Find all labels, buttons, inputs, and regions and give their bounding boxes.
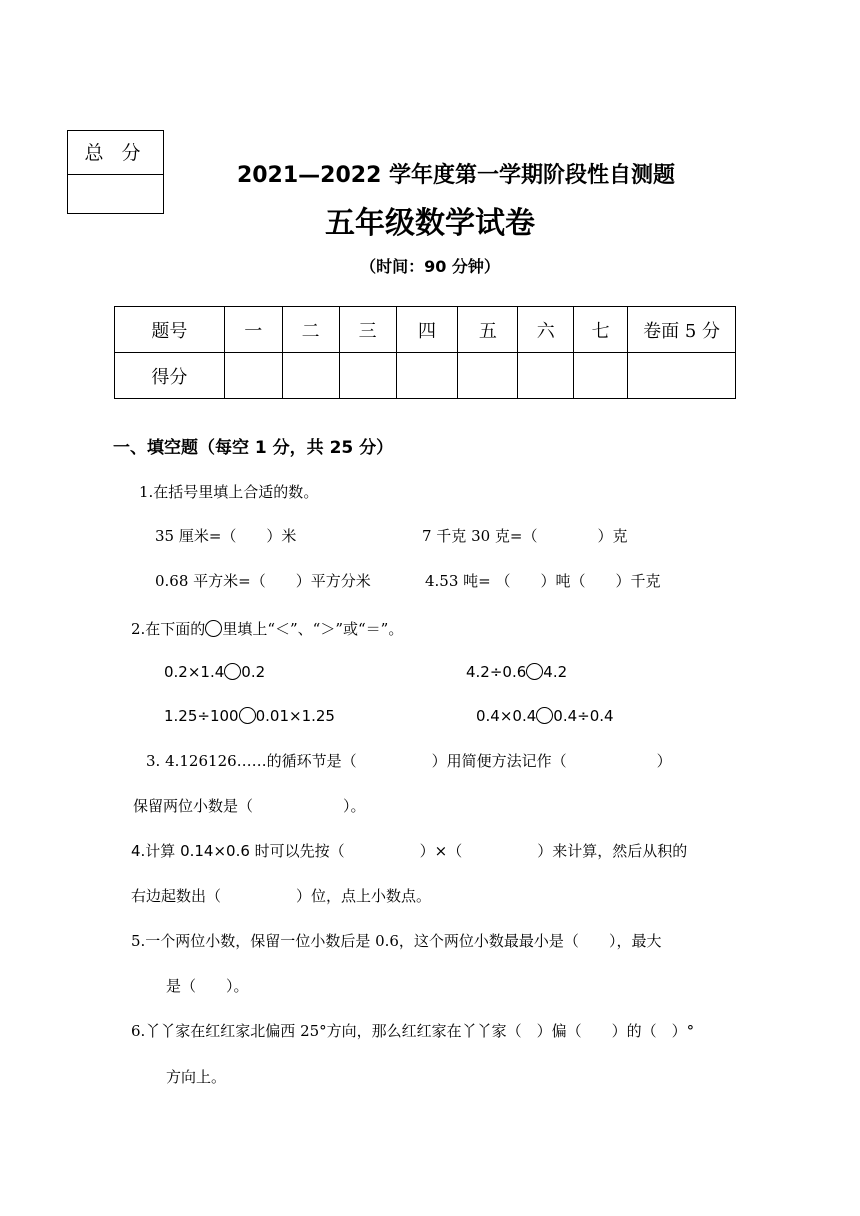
score-header-cell: 七 — [574, 307, 628, 353]
circle-icon — [205, 620, 222, 637]
score-table-header-row — [115, 307, 736, 353]
score-header-cell: 一 — [224, 307, 282, 353]
score-cell[interactable] — [628, 353, 736, 399]
question-1b: 7 千克 30 克=（ ）克 — [422, 527, 628, 545]
question-6-line1: 6.丫丫家在红红家北偏西 25°方向，那么红红家在丫丫家（ ）偏（ ）的（ ）° — [131, 1022, 695, 1040]
section-heading: 一、填空题（每空 1 分，共 25 分） — [113, 438, 394, 458]
total-score-label: 总 分 — [68, 131, 163, 175]
compare-circle[interactable] — [536, 707, 553, 724]
score-table-score-row — [115, 353, 736, 399]
question-5-line1: 5.一个两位小数，保留一位小数后是 0.6，这个两位小数最最小是（ ），最大 — [131, 932, 662, 950]
question-6-line2: 方向上。 — [166, 1068, 227, 1086]
score-cell[interactable] — [282, 353, 339, 399]
question-2b — [466, 663, 567, 681]
score-cell[interactable] — [518, 353, 574, 399]
exam-title-text: 2021—2022 学年度第一学期阶段性自测题 — [236, 163, 676, 188]
score-row-label: 得分 — [115, 353, 225, 399]
score-cell[interactable] — [458, 353, 518, 399]
score-header-cell: 二 — [282, 307, 339, 353]
question-2-intro — [131, 618, 403, 639]
exam-time: （时间：90 分钟） — [360, 257, 500, 276]
score-cell[interactable] — [396, 353, 458, 399]
question-2a-right: 0.2 — [241, 663, 266, 681]
score-header-cell: 三 — [339, 307, 396, 353]
question-4-line1: 4.计算 0.14×0.6 时可以先按（ ）×（ ）来计算，然后从积的 — [131, 842, 688, 860]
compare-circle[interactable] — [239, 707, 256, 724]
score-header-cell: 卷面 5 分 — [628, 307, 736, 353]
score-cell[interactable] — [339, 353, 396, 399]
question-2c — [164, 707, 335, 725]
question-2d — [476, 707, 614, 725]
question-2-intro-b: 里填上“＜”、“＞”或“＝”。 — [222, 620, 404, 638]
score-header-cell: 题号 — [115, 307, 225, 353]
question-4-line2: 右边起数出（ ）位，点上小数点。 — [131, 887, 432, 905]
score-cell[interactable] — [224, 353, 282, 399]
question-2c-right: 0.01×1.25 — [255, 707, 335, 725]
question-2b-right: 4.2 — [543, 663, 568, 681]
question-2d-right: 0.4÷0.4 — [553, 707, 614, 725]
question-2a-left: 0.2×1.4 — [164, 663, 225, 681]
question-1d: 4.53 吨= （ ）吨（ ）千克 — [425, 572, 661, 590]
question-5-line2: 是（ ）。 — [166, 977, 249, 995]
question-1a: 35 厘米=（ ）米 — [155, 527, 297, 545]
question-2c-left: 1.25÷100 — [164, 707, 239, 725]
question-2b-left: 4.2÷0.6 — [466, 663, 527, 681]
score-cell[interactable] — [574, 353, 628, 399]
compare-circle[interactable] — [526, 663, 543, 680]
question-2-intro-a: 2.在下面的 — [131, 620, 206, 638]
score-header-cell: 五 — [458, 307, 518, 353]
question-2d-left: 0.4×0.4 — [476, 707, 537, 725]
compare-circle[interactable] — [224, 663, 241, 680]
question-2a — [164, 663, 265, 681]
score-header-cell: 六 — [518, 307, 574, 353]
score-header-cell: 四 — [396, 307, 458, 353]
exam-subtitle: 五年级数学试卷 — [325, 206, 535, 241]
question-1c: 0.68 平方米=（ ）平方分米 — [155, 572, 371, 590]
question-3-line2: 保留两位小数是（ ）。 — [133, 797, 366, 815]
score-table — [114, 306, 736, 399]
question-3-line1: 3. 4.126126……的循环节是（ ）用简便方法记作（ ） — [146, 752, 672, 770]
exam-title — [0, 158, 860, 189]
question-1-intro: 1.在括号里填上合适的数。 — [139, 483, 319, 501]
